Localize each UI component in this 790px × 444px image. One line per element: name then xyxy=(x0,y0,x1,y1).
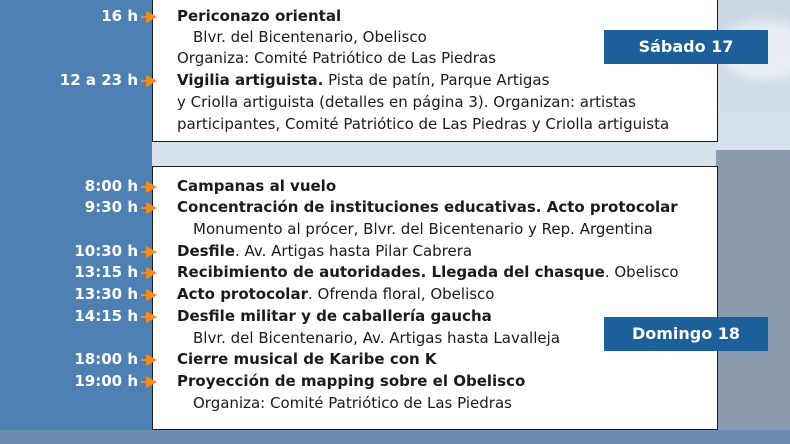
event-title: Concentración de instituciones educativas. Acto protocolar xyxy=(177,198,678,216)
event-row xyxy=(0,176,790,197)
arrow-right-icon xyxy=(146,11,157,23)
arrow-right-icon xyxy=(146,289,157,301)
arrow-right-icon xyxy=(146,267,157,279)
event-detail-row xyxy=(0,114,790,135)
event-detail-row xyxy=(0,393,790,414)
event-time: 8:00 h xyxy=(84,177,138,195)
event-line xyxy=(177,284,494,305)
arrow-right-icon xyxy=(146,75,157,87)
event-detail: Pista de patín, Parque Artigas xyxy=(323,71,550,89)
arrow-right-icon xyxy=(146,202,157,214)
sunday-badge: Domingo 18 xyxy=(604,317,768,351)
event-row xyxy=(0,306,790,327)
arrow-right-icon xyxy=(146,246,157,258)
event-time: 12 a 23 h xyxy=(59,71,138,89)
event-detail: y Criolla artiguista (detalles en página 3). Organizan: artistas xyxy=(177,93,636,111)
event-title: Periconazo oriental xyxy=(177,7,342,25)
arrow-right-icon xyxy=(146,376,157,388)
event-detail-row xyxy=(0,92,790,113)
arrow-right-icon xyxy=(146,354,157,366)
event-line xyxy=(177,70,549,91)
event-row xyxy=(0,70,790,91)
event-detail-row xyxy=(0,48,790,69)
event-detail: . Ofrenda floral, Obelisco xyxy=(307,285,495,303)
event-title: Campanas al vuelo xyxy=(177,177,337,195)
event-row xyxy=(0,241,790,262)
event-time: 10:30 h xyxy=(74,242,138,260)
event-row xyxy=(0,349,790,370)
arrow-right-icon xyxy=(146,181,157,193)
event-line xyxy=(177,262,679,283)
arrow-right-icon xyxy=(146,311,157,323)
event-detail: Blvr. del Bicentenario, Obelisco xyxy=(193,28,427,46)
event-title: Acto protocolar xyxy=(177,285,308,303)
event-organizer: Organiza: Comité Patriótico de Las Piedras xyxy=(193,394,512,412)
event-detail: participantes, Comité Patriótico de Las Piedras y Criolla artiguista xyxy=(177,115,670,133)
event-time: 16 h xyxy=(101,7,138,25)
event-row xyxy=(0,6,790,27)
event-time: 18:00 h xyxy=(74,350,138,368)
event-detail-row xyxy=(0,27,790,48)
event-time: 13:15 h xyxy=(74,263,138,281)
event-time: 9:30 h xyxy=(84,198,138,216)
event-title: Desfile xyxy=(177,242,235,260)
event-detail: . Obelisco xyxy=(604,263,679,281)
event-time: 14:15 h xyxy=(74,307,138,325)
event-title: Vigilia artiguista. xyxy=(177,71,324,89)
event-title: Proyección de mapping sobre el Obelisco xyxy=(177,372,526,390)
event-title: Recibimiento de autoridades. Llegada del chasque xyxy=(177,263,605,281)
event-row xyxy=(0,197,790,218)
saturday-badge: Sábado 17 xyxy=(604,30,768,64)
event-row xyxy=(0,371,790,392)
event-row xyxy=(0,284,790,305)
bottom-band xyxy=(0,430,790,444)
event-line xyxy=(177,241,472,262)
event-detail: Blvr. del Bicentenario, Av. Artigas hasta Lavalleja xyxy=(193,329,560,347)
event-time: 13:30 h xyxy=(74,285,138,303)
event-title: Cierre musical de Karibe con K xyxy=(177,350,437,368)
event-time: 19:00 h xyxy=(74,372,138,390)
event-detail: . Av. Artigas hasta Pilar Cabrera xyxy=(235,242,473,260)
event-row xyxy=(0,262,790,283)
event-organizer: Organiza: Comité Patriótico de Las Piedras xyxy=(177,49,496,67)
event-detail-row xyxy=(0,219,790,240)
event-detail-row xyxy=(0,328,790,349)
event-title: Desfile militar y de caballería gaucha xyxy=(177,307,492,325)
event-detail: Monumento al prócer, Blvr. del Bicentenario y Rep. Argentina xyxy=(193,220,653,238)
